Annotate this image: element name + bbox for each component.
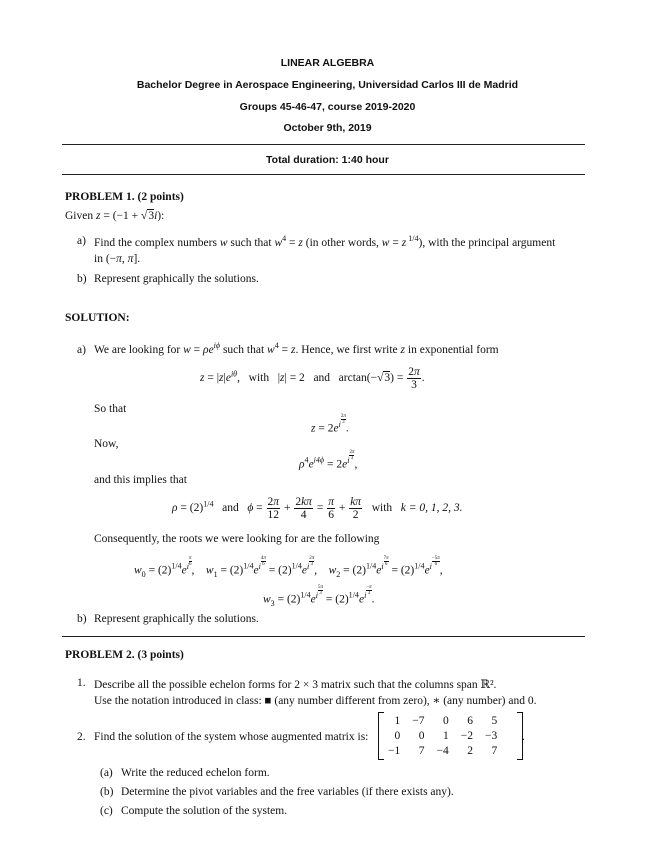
sub-a-text: Write the reduced echelon form. [121, 767, 270, 779]
duration-line: Total duration: 1:40 hour [266, 154, 389, 166]
eq-exponential-form: $z = |z|e^{i\theta}$, with |z| = 2 and arctan(−√3) = $\frac{2\pi}{3}$ . [200, 366, 425, 392]
sol-a-text2: such that [222, 344, 265, 356]
sub-a-label: (a) [100, 767, 113, 779]
problem2-item1-text: Describe all the possible echelon forms for 2 × 3 matrix such that the columns span ℝ². [94, 679, 497, 691]
matrix-row [382, 728, 503, 743]
matrix-cell: −1 [388, 744, 401, 757]
problem1-item-b: Represent graphically the solutions. [94, 273, 259, 285]
item-a-text5: in [94, 253, 103, 265]
problem2-item1-notation: Use the notation introduced in class: ■ (any number different from zero), ∗ (any number) and 0. [94, 695, 537, 707]
solution-title: SOLUTION: [65, 312, 130, 324]
solution-b-label: b) [77, 613, 87, 625]
given-prefix: Given [65, 210, 94, 222]
problem1-given: Given z = (−1 + √3i): [65, 210, 165, 222]
problem-divider [62, 636, 585, 637]
matrix-cell: −2 [460, 729, 473, 742]
matrix-cell: 7 [418, 744, 425, 757]
problem2-title: PROBLEM 2. (3 points) [65, 649, 184, 661]
matrix-row [382, 743, 503, 758]
matrix-cell: 7 [491, 744, 498, 757]
problem1-title: PROBLEM 1. (2 points) [65, 191, 184, 203]
k-values: k = 0, 1, 2, 3. [400, 502, 463, 515]
problem1-item-a-label: a) [77, 235, 86, 247]
sub-b-text: Determine the pivot variables and the free variables (if there exists any). [121, 786, 454, 798]
sol-a-text1: We are looking for [94, 344, 181, 356]
solution-b-text: Represent graphically the solutions. [94, 613, 259, 625]
eq2-with: with [371, 502, 393, 515]
matrix-cell: 0 [418, 729, 425, 742]
problem2-item1-label: 1. [77, 677, 86, 689]
matrix-cell: 1 [394, 714, 401, 727]
matrix-cell: −4 [436, 744, 449, 757]
augmented-matrix [378, 712, 518, 762]
eq2-and: and [222, 502, 239, 515]
groups-line: Groups 45-46-47, course 2019-2020 [239, 101, 416, 113]
matrix-row [382, 713, 503, 728]
matrix-table [382, 713, 503, 758]
sub-c-label: (c) [100, 805, 113, 817]
problem2-item2-label: 2. [77, 731, 86, 743]
matrix-cell: 2 [467, 744, 473, 757]
matrix-cell: 1 [443, 729, 449, 742]
matrix-cell: −3 [485, 729, 498, 742]
matrix-cell: 0 [443, 714, 449, 727]
now-text: Now, [94, 438, 119, 450]
item-a-text4: ), with the principal argument [418, 237, 556, 249]
problem1-item-b-label: b) [77, 273, 87, 285]
eq-root-w3: $w_3 = (2)^{1/4}e^{i \frac{5\pi}{3}}$ = $(2)^{1/4}e^{i \frac{-\pi}{3}}$ . [263, 585, 375, 608]
header-rule-bottom [62, 174, 585, 175]
problem2-item2-text: Find the solution of the system whose augmented matrix is: [94, 731, 369, 743]
implies-text: and this implies that [94, 474, 187, 486]
exam-date: October 9th, 2019 [283, 122, 372, 134]
item-a-text2: such that [230, 237, 272, 249]
matrix-cell: 0 [394, 729, 401, 742]
degree-line: Bachelor Degree in Aerospace Engineering, Universidad Carlos III de Madrid [136, 79, 519, 91]
eq-z-polar: $z = 2e^{i \frac{2\pi}{3}}$ . [311, 414, 349, 435]
solution-a-label: a) [77, 344, 86, 356]
sub-c-text: Compute the solution of the system. [121, 805, 288, 817]
eq-rho-phi-values: $\rho = (2)^{1/4}$ and ϕ = $\frac{2\pi}{12}$ + $\frac{2k\pi}{4}$ = $\frac{\pi}{6}$ + $\frac{k\pi}{2}$ with k = 0, 1, 2, 3. [172, 496, 463, 522]
item-a-text1: Find the complex numbers [94, 237, 217, 249]
solution-a-intro: We are looking for $w = \rho e^{i\phi}$ such that $w^4 = z$. Hence, we first write z in exponential form [94, 341, 499, 356]
problem1-item-a: Find the complex numbers w such that $w^4 = z$ (in other words, w = z $^{1/4}$), with the principal argument in (−π, π]. [94, 234, 556, 265]
matrix-cell: 5 [491, 714, 498, 727]
item-a-text3: (in other words, [305, 237, 379, 249]
consequently-text: Consequently, the roots we were looking for are the following [94, 533, 380, 545]
so-that-text: So that [94, 403, 127, 415]
header-rule-top [62, 144, 585, 145]
eq-rho-phi: $\rho^4e^{i4\phi} = 2e^{i \frac{2\pi}{3}}$ , [299, 450, 358, 471]
eq1-and: and [313, 372, 331, 385]
eq1-with: with [248, 372, 270, 385]
sub-b-label: (b) [100, 786, 114, 798]
eq-roots-w0-w2: $w_0 = (2)^{1/4}e^{i \frac{\pi}{6}}$ , $w_1 = (2)^{1/4}e^{i \frac{4\pi}{6}}$ = $(2)^{1/4}e^{i \frac{2\pi}{3}}$ , $w_2 = (2)^{1/4}e^{i \frac{7\pi}{6}}$ = $(2)^{1/4}e^{i \frac{-5\pi}{6}}$ , [134, 556, 443, 579]
sol-a-text4: in exponential form [407, 344, 499, 356]
matrix-cell: 6 [467, 714, 473, 727]
sol-a-text3: . Hence, we first write [295, 344, 398, 356]
matrix-period: . [522, 731, 525, 743]
matrix-cell: −7 [412, 714, 425, 727]
course-title: LINEAR ALGEBRA [280, 57, 375, 69]
